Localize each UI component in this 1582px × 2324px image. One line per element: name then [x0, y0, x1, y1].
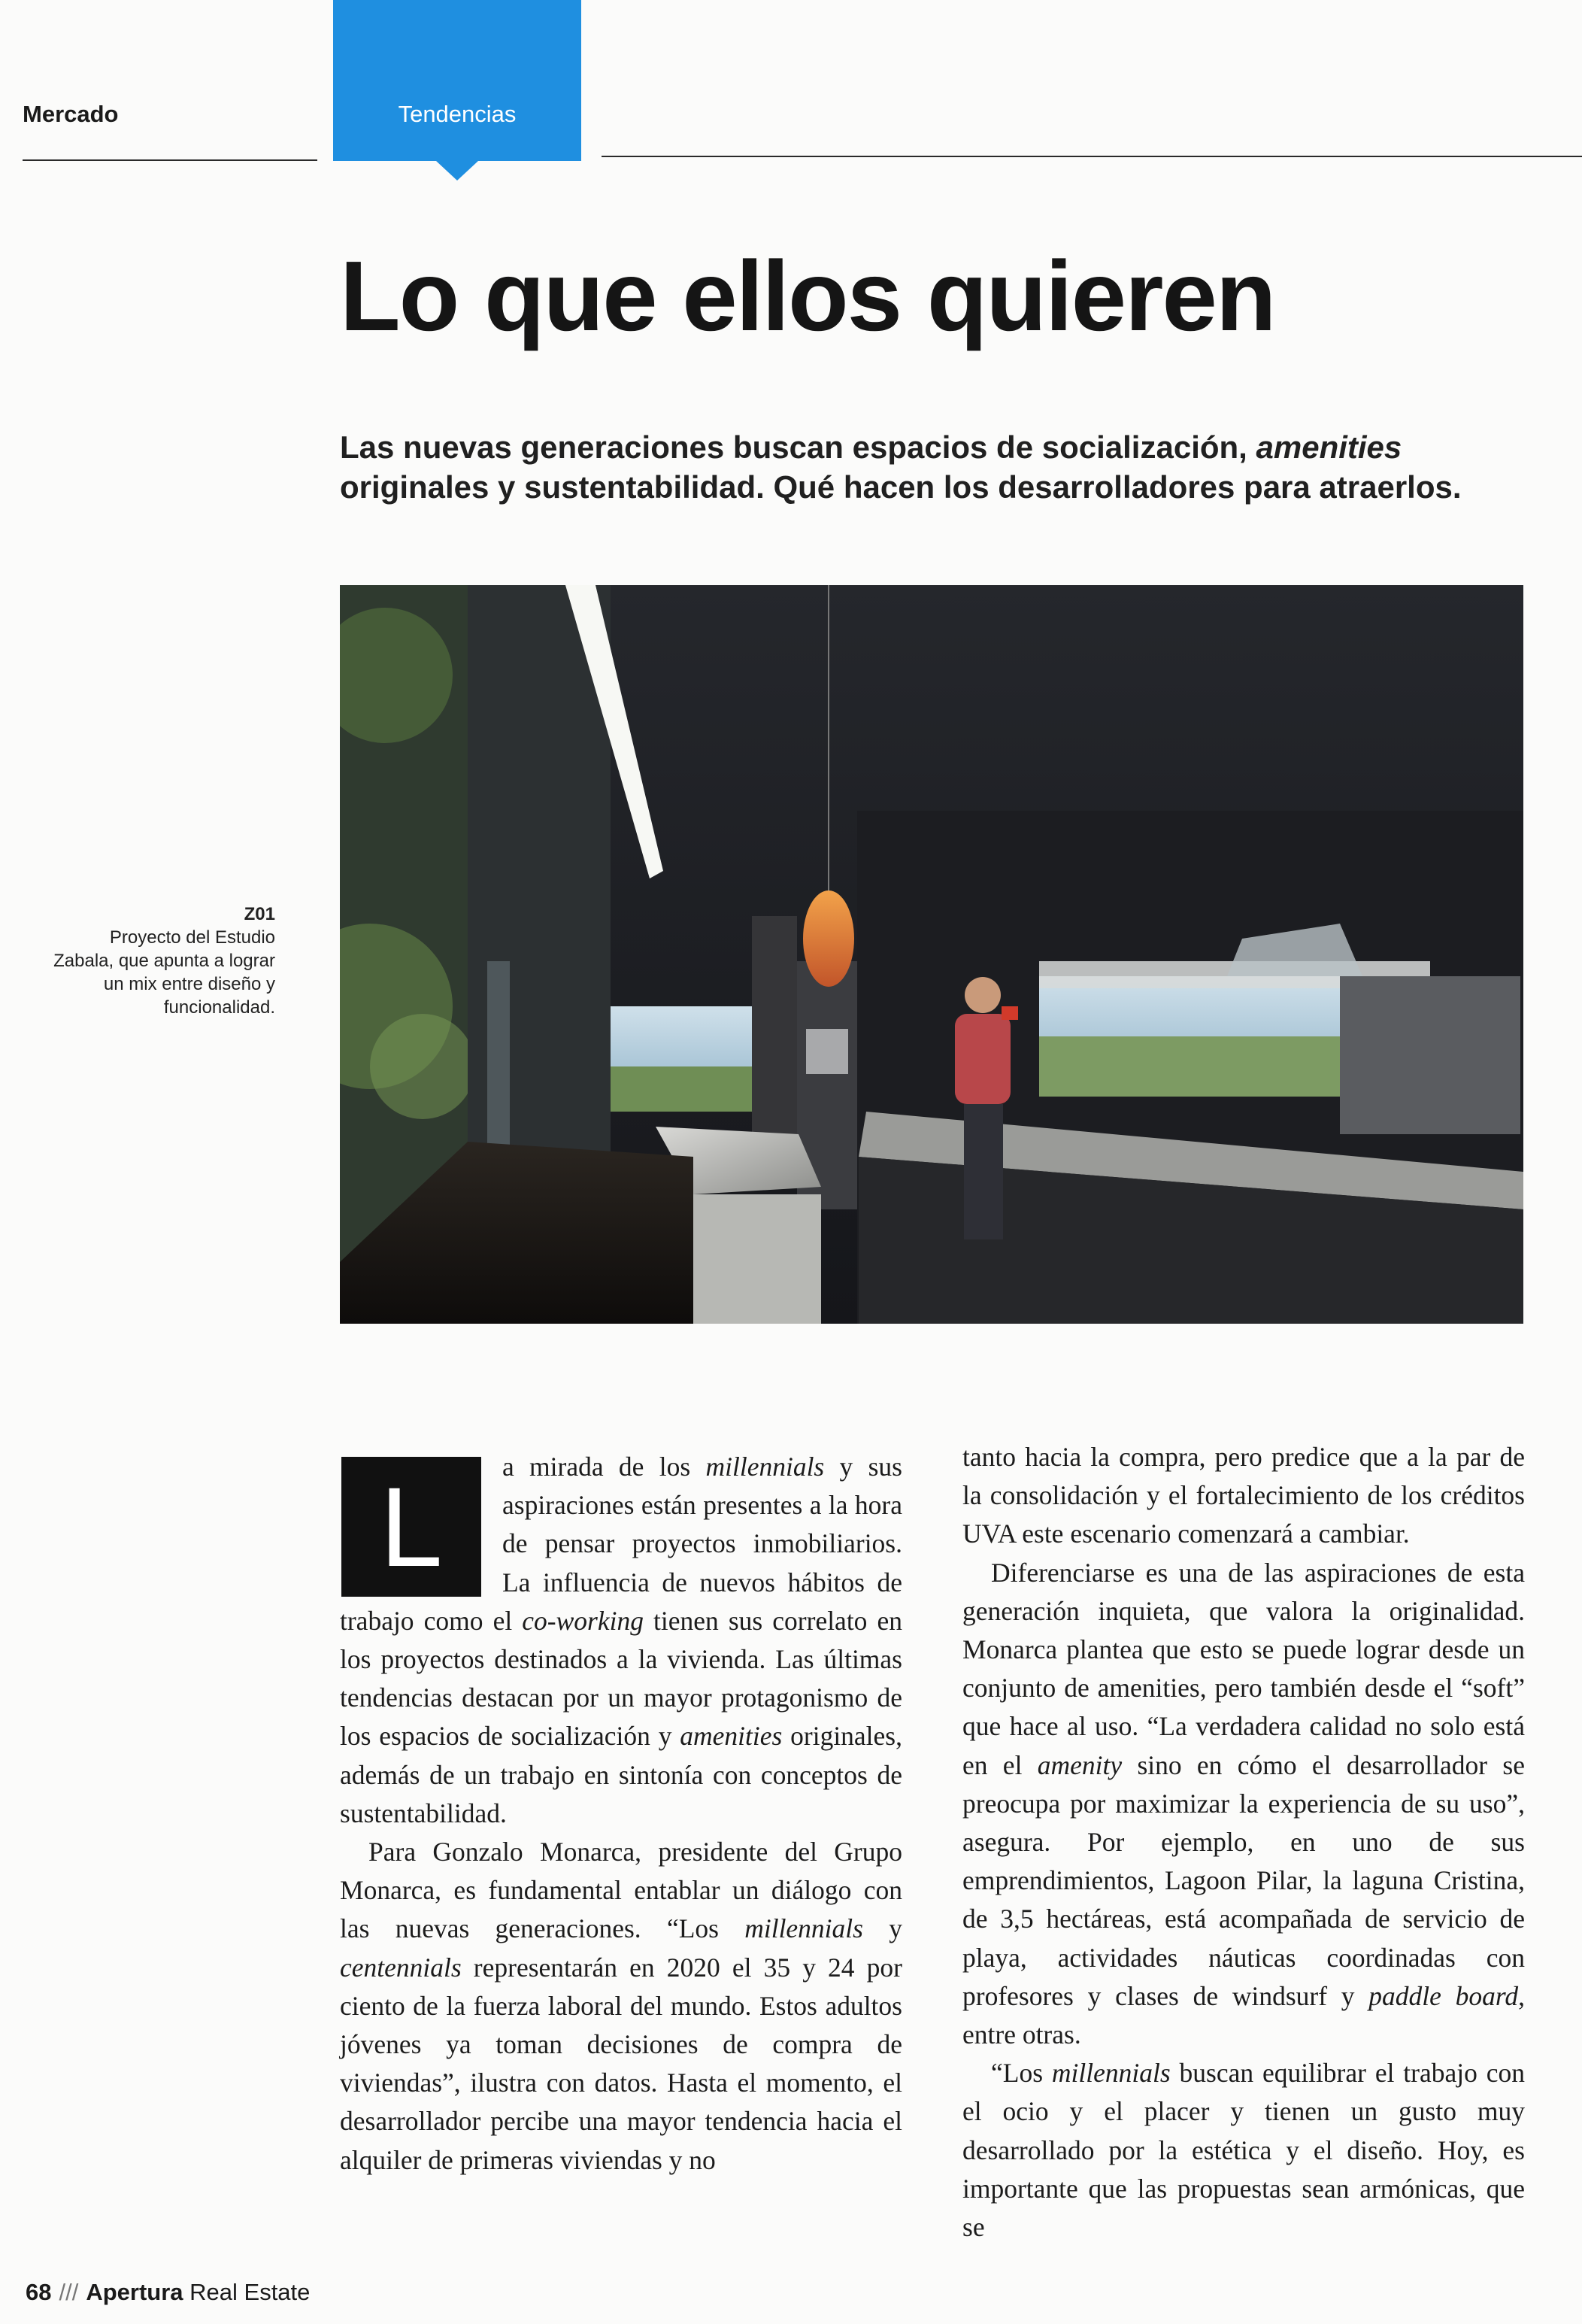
italic-term: millennials: [744, 1913, 863, 1944]
italic-term: co-working: [522, 1605, 644, 1636]
subtitle-emphasis: amenities: [1256, 429, 1402, 465]
caption-text: Proyecto del Estudio Zabala, que apunta a lograr un mix entre diseño y funcionalidad.: [53, 927, 275, 1018]
italic-term: amenities: [680, 1721, 783, 1752]
photo-caption: [45, 903, 275, 1019]
italic-term: millennials: [705, 1452, 825, 1482]
drop-cap: [341, 1457, 481, 1597]
header-rule-right: [602, 156, 1582, 157]
category-tab: [333, 0, 581, 161]
body-paragraph: tanto hacia la compra, pero predice que a la par de la consolidación y el fortalecimiento de los créditos UVA este escenario comenzará a cambiar.: [962, 1442, 1525, 1549]
header-rule-left: [23, 159, 317, 161]
footer-separator: ///: [59, 2279, 79, 2305]
magazine-brand-suffix: Real Estate: [183, 2279, 311, 2305]
subtitle-part-end: originales y sustentabilidad. Qué hacen los desarrolladores para atraerlos.: [340, 469, 1462, 505]
body-paragraph: “Los millennials buscan equilibrar el trabajo con el ocio y el placer y tienen un gusto muy desarrollado por la estética y el diseño. Hoy, es importante que las propuestas sean armónicas, que se: [962, 2058, 1525, 2243]
category-tab-label: Tendencias: [398, 101, 517, 127]
article-title: Lo que ellos quieren: [340, 241, 1275, 351]
subtitle-part: Las nuevas generaciones buscan espacios de socialización,: [340, 429, 1256, 465]
italic-term: amenity: [1037, 1749, 1123, 1780]
italic-term: centennials: [340, 1952, 462, 1983]
caption-id: Z01: [244, 904, 275, 924]
body-paragraph: Para Gonzalo Monarca, presidente del Grupo Monarca, es fundamental entablar un diálogo con las nuevas generaciones. “Los millennials y centennials representarán en 2020 el 35 y 24 por ciento de la fuerza laboral del mundo. Estos adultos jóvenes ya toman decisiones de compra de viviendas”, ilustra con datos. Hasta el momento, el desarrollador percibe una mayor tendencia hacia el alquiler de primeras viviendas y no: [340, 1837, 902, 2175]
italic-term: millennials: [1051, 2058, 1171, 2089]
magazine-brand: Apertura: [86, 2279, 183, 2305]
page-number: 68: [26, 2279, 52, 2305]
body-paragraph: Diferenciarse es una de las aspiraciones de esta generación inquieta, que valora la originalidad. Monarca plantea que esto se puede lograr desde un conjunto de amenities, pero también desde el “soft” que hace al uso. “La verdadera calidad no solo está en el amenity sino en cómo el desarrollador se preocupa por maximizar la experiencia de su uso”, asegura. Por ejemplo, en uno de sus emprendimientos, Lagoon Pilar, la laguna Cristina, de 3,5 hectáreas, está acompañada de servicio de playa, actividades náuticas coordinadas con profesores y clases de windsurf y paddle board, entre otras.: [962, 1557, 1525, 2050]
kitchen-photo: [340, 585, 1523, 1324]
article-subtitle: [340, 427, 1528, 507]
body-column-2: [962, 1438, 1525, 2247]
kitchen-photo-illustration: [340, 585, 1523, 1324]
section-label: Mercado: [23, 101, 119, 127]
drop-cap-letter: L: [380, 1464, 443, 1590]
page-footer: [26, 2279, 310, 2306]
category-tab-pointer: [436, 161, 478, 181]
body-column-1: [340, 1448, 902, 2180]
italic-term: paddle board: [1368, 1980, 1519, 2011]
body-paragraph: a mirada de los millennials y sus aspiraciones están presentes a la hora de pensar proyectos inmobiliarios. La influencia de nuevos hábitos de trabajo como el co-working tienen sus correlato en los proyectos destinados a la vivienda. Las últimas tendencias destacan por un mayor protagonismo de los espacios de socialización y amenities originales, además de un trabajo en sintonía con conceptos de sustentabilidad.: [340, 1452, 903, 1828]
column-2-text: [962, 1438, 1525, 2247]
